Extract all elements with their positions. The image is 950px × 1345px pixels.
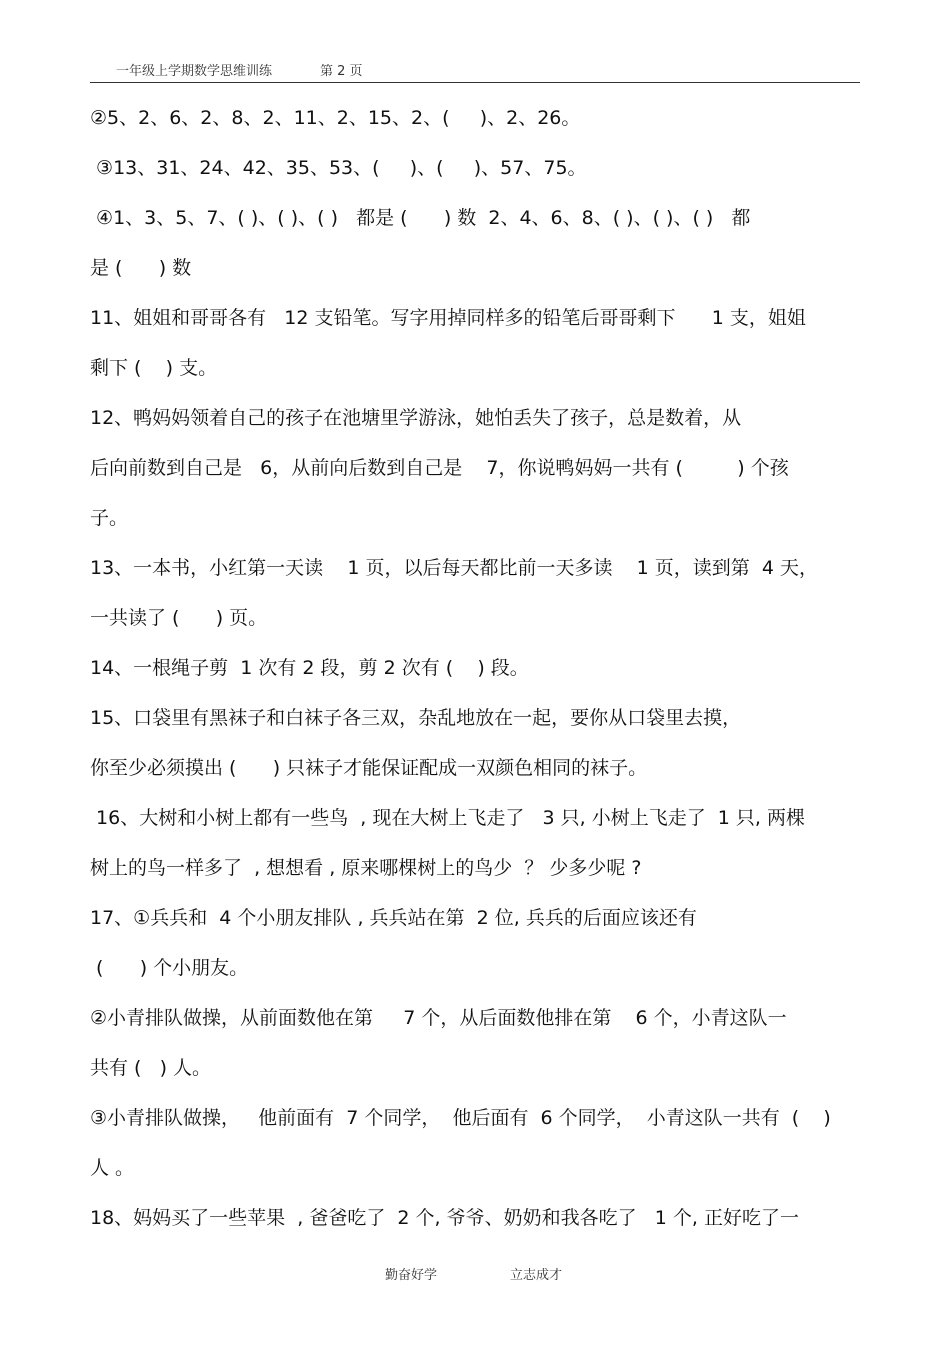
text-line: 11、姐姐和哥哥各有 12 支铅笔。写字用掉同样多的铅笔后哥哥剩下 1 支，姐姐 [90,307,806,329]
text-line: 子。 [90,507,129,529]
text-line: ②5、2、6、2、8、2、11、2、15、2、( )、2、26。 [90,107,581,129]
text-line: 13、一本书，小红第一天读 1 页，以后每天都比前一天多读 1 页，读到第 4 天， [90,557,818,579]
text-line: 是 ( ) 数 [90,257,192,279]
text-line: 一共读了 ( ) 页。 [90,607,268,629]
page-footer [0,1264,950,1284]
text-line: 剩下 ( ) 支。 [90,357,218,379]
worksheet-body [90,96,862,1246]
header-page-number: 第 2 页 [320,64,363,79]
footer-motto-left: 勤奋好学 [385,1268,438,1283]
text-line: 人 。 [90,1157,135,1179]
text-line: 15、口袋里有黑袜子和白袜子各三双，杂乱地放在一起，要你从口袋里去摸， [90,707,742,729]
text-line: 后向前数到自己是 6，从前向后数到自己是 7，你说鸭妈妈一共有 ( ) 个孩 [90,457,789,479]
text-line: 17、①兵兵和 4 个小朋友排队 , 兵兵站在第 2 位, 兵兵的后面应该还有 [90,907,697,929]
text-line: 共有 ( ) 人。 [90,1057,212,1079]
text-line: ②小青排队做操，从前面数他在第 7 个，从后面数他排在第 6 个，小青这队一 [90,1007,787,1029]
text-line: ④1、3、5、7、( )、( )、( ) 都是 ( ) 数 2、4、6、8、( )、( )、( ) 都 [90,207,751,229]
footer-motto-right: 立志成才 [510,1268,563,1283]
header-title: 一年级上学期数学思维训练 [116,64,273,79]
text-line: ③小青排队做操， 他前面有 7 个同学， 他后面有 6 个同学， 小青这队一共有 ( ) [90,1107,831,1129]
text-line: 树上的鸟一样多了 , 想想看 , 原来哪棵树上的鸟少 ？ 少多少呢 ? [90,857,642,879]
text-line: 18、妈妈买了一些苹果 , 爸爸吃了 2 个, 爷爷、奶奶和我各吃了 1 个, 正好吃了一 [90,1207,799,1229]
text-line: 你至少必须摸出 ( ) 只袜子才能保证配成一双颜色相同的袜子。 [90,757,648,779]
text-line: 14、一根绳子剪 1 次有 2 段，剪 2 次有 ( ) 段。 [90,657,529,679]
text-line: 12、鸭妈妈领着自己的孩子在池塘里学游泳，她怕丢失了孩子，总是数着，从 [90,407,742,429]
text-line: ( ) 个小朋友。 [90,957,249,979]
page-header [90,60,860,83]
text-line: ③13、31、24、42、35、53、( )、( )、57、75。 [90,157,587,179]
text-line: 16、大树和小树上都有一些鸟 , 现在大树上飞走了 3 只, 小树上飞走了 1 只, 两棵 [90,807,805,829]
